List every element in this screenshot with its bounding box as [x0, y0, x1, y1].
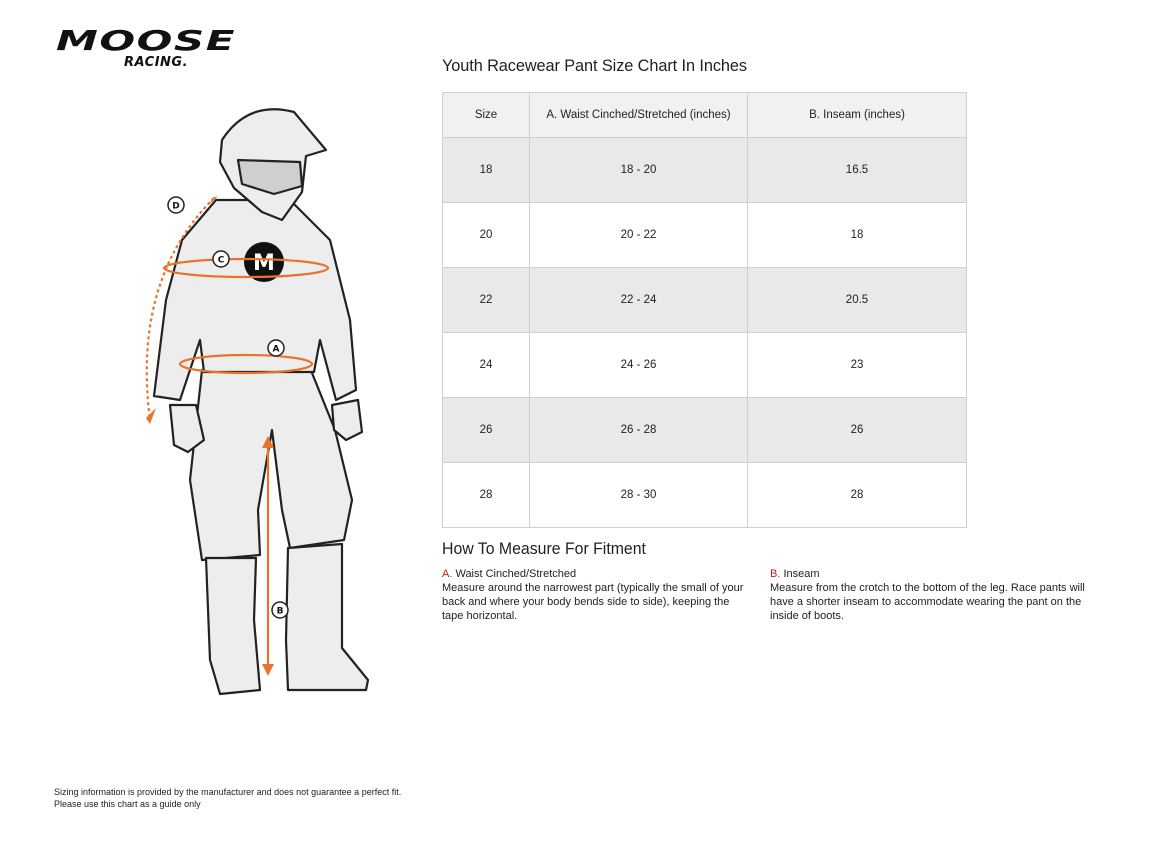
table-row [443, 333, 967, 398]
logo-main-text: MOOSE [56, 24, 236, 57]
measure-b-title: Inseam [783, 568, 820, 580]
marker-d-icon [168, 197, 184, 213]
cell-waist: 26 - 28 [530, 398, 748, 463]
cell-inseam: 16.5 [748, 138, 967, 203]
table-row [443, 398, 967, 463]
measure-a-letter: A. [442, 568, 453, 580]
header-inseam: B. Inseam (inches) [748, 93, 967, 138]
disclaimer [54, 786, 401, 810]
svg-text:A: A [272, 344, 280, 355]
disclaimer-line-2: Please use this chart as a guide only [54, 799, 201, 809]
marker-a-icon [268, 340, 284, 356]
marker-c-icon [213, 251, 229, 267]
cell-waist: 20 - 22 [530, 203, 748, 268]
cell-size: 28 [443, 463, 530, 528]
measure-b-letter: B. [770, 568, 781, 580]
table-row [443, 138, 967, 203]
table-row [443, 203, 967, 268]
measure-a-title: Waist Cinched/Stretched [455, 568, 577, 580]
right-boot [286, 544, 368, 690]
cell-waist: 28 - 30 [530, 463, 748, 528]
header-waist: A. Waist Cinched/Stretched (inches) [530, 93, 748, 138]
cell-inseam: 23 [748, 333, 967, 398]
measure-waist-block [442, 567, 752, 623]
measure-heading: How To Measure For Fitment [442, 540, 646, 558]
measure-inseam-block [770, 567, 1090, 623]
logo-sub-text: RACING. [124, 55, 189, 70]
cell-waist: 18 - 20 [530, 138, 748, 203]
rider-measurement-illustration [130, 100, 380, 700]
brand-logo [52, 24, 244, 70]
left-boot [206, 558, 260, 694]
svg-text:B: B [276, 606, 284, 617]
cell-size: 24 [443, 333, 530, 398]
svg-text:M: M [253, 251, 275, 276]
cell-inseam: 26 [748, 398, 967, 463]
cell-inseam: 28 [748, 463, 967, 528]
table-row [443, 463, 967, 528]
size-chart-title: Youth Racewear Pant Size Chart In Inches [442, 56, 747, 75]
svg-text:C: C [217, 255, 225, 266]
jersey-shape [154, 200, 356, 400]
cell-size: 22 [443, 268, 530, 333]
cell-waist: 24 - 26 [530, 333, 748, 398]
logo-graphic [52, 24, 244, 70]
measure-a-desc: Measure around the narrowest part (typically the small of your back and where your body bends side to side), keeping the tape horizontal. [442, 582, 744, 622]
header-size: Size [443, 93, 530, 138]
disclaimer-line-1: Sizing information is provided by the manufacturer and does not guarantee a perfect fit. [54, 787, 402, 797]
marker-b-icon [272, 602, 288, 618]
measure-b-desc: Measure from the crotch to the bottom of the leg. Race pants will have a shorter inseam to accommodate wearing the pant on the inside of boots. [770, 582, 1085, 622]
cell-waist: 22 - 24 [530, 268, 748, 333]
cell-inseam: 20.5 [748, 268, 967, 333]
pants-shape [190, 368, 352, 560]
svg-text:D: D [172, 201, 180, 212]
table-row [443, 268, 967, 333]
size-chart-table [442, 92, 967, 528]
cell-size: 26 [443, 398, 530, 463]
cell-size: 20 [443, 203, 530, 268]
cell-size: 18 [443, 138, 530, 203]
cell-inseam: 18 [748, 203, 967, 268]
table-header-row [443, 93, 967, 138]
